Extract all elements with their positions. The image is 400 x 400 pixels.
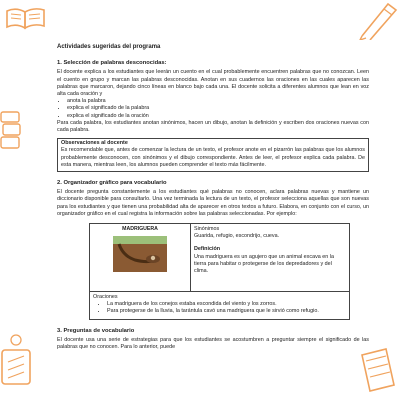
organizer-word-cell: [90, 224, 191, 291]
list-item: • explica el significado de la palabra: [67, 105, 369, 112]
section-preguntas: [57, 328, 369, 352]
section-paragraph: Para cada palabra, los estudiantes anotan sinónimos, hacen un dibujo, anotan la definición y escriben dos oraciones nuevas con cada palabra.: [57, 119, 369, 134]
sentence-item: • Para protegerse de la lluvia, la tarántula cavó una madriguera que le sirvió como refugio.: [107, 308, 346, 315]
book-icon: [356, 345, 400, 397]
sentence-item: • La madriguera de los conejos estaba escondida del viento y los zorros.: [107, 301, 346, 308]
section-seleccion-palabras: [57, 60, 369, 134]
section-organizador: [57, 180, 369, 320]
page-title: Actividades sugeridas del programa: [57, 44, 161, 50]
list-item: • explica el significado de la oración: [67, 113, 369, 120]
section-title: 2. Organizador gráfico para vocabulario: [57, 180, 167, 187]
pencil-icon: [356, 0, 400, 40]
observaciones-box: [57, 138, 369, 172]
section-paragraph: El docente usa una serie de estrategias para que los estudiantes se acostumbren a preguntar siempre el significado de las palabras que no conocen. Para lo anterior, puede: [57, 336, 369, 351]
graphic-organizer: [89, 223, 350, 320]
synonyms-label: Sinónimos: [194, 226, 220, 233]
burrow-illustration: [113, 236, 167, 275]
list-item: • anota la palabra: [67, 98, 369, 105]
organizer-sentences: [90, 291, 349, 319]
box-text: Es recomendable que, antes de comenzar la lectura de un texto, el profesor anote en el pizarrón las palabras que los alumnos probablemente desconocen, con sinónimos y el dibujo correspondiente. Antes de leer, el profesor explica cada palabra. De esta manera, mientras leen, los alumnos pueden comprender el texto más fácilmente.: [61, 147, 365, 168]
section-title: 1. Selección de palabras desconocidas:: [57, 60, 167, 67]
organizer-word: MADRIGUERA: [122, 226, 158, 233]
synonyms-text: Guarida, refugio, escondrijo, cueva.: [194, 233, 280, 240]
box-title: Observaciones al docente: [61, 140, 128, 147]
section-title: 3. Preguntas de vocabulario: [57, 327, 135, 334]
definition-text: Una madriguera es un agujero que un animal excava en la tierra para habitar o protegerse de los depredadores y del clima.: [194, 253, 334, 275]
open-book-icon: [4, 5, 48, 31]
definition-label: Definición: [194, 246, 221, 253]
bookshelf-icon: [0, 332, 36, 390]
stacked-books-icon: [0, 108, 22, 156]
section-paragraph: El docente pregunta constantemente a los estudiantes qué palabras no conocen, aclara palabras nuevas y mantiene un diccionario disponible para consultarlo. Una vez terminada la lectura de un texto, el profesor selecciona aquellas que son nuevas para los estudiantes y que tienen una probabilidad alta de aparecer en otros textos a futuro. Elabora, en conjunto con el curso, un organizador gráfico en el cual registra la información sobre las palabras seleccionadas. Por ejemplo:: [57, 189, 369, 217]
section-paragraph: El docente explica a los estudiantes que leerán un cuento en el cual probablemente encuentren palabras que no conozcan. Leen el cuento en grupo y marcan las palabras desconocidas. Anotan en sus cuadernos las oraciones en las cuales aparecen las palabras que marcaron, dejando cinco líneas en blanco bajo cada una. El docente solicita a diferentes alumnos que lean en voz alta cada oración y: [57, 69, 369, 98]
organizer-info-cell: [191, 224, 349, 291]
sentences-label: Oraciones: [93, 294, 118, 301]
bullet-list: [57, 98, 369, 120]
document-body: [57, 44, 369, 351]
